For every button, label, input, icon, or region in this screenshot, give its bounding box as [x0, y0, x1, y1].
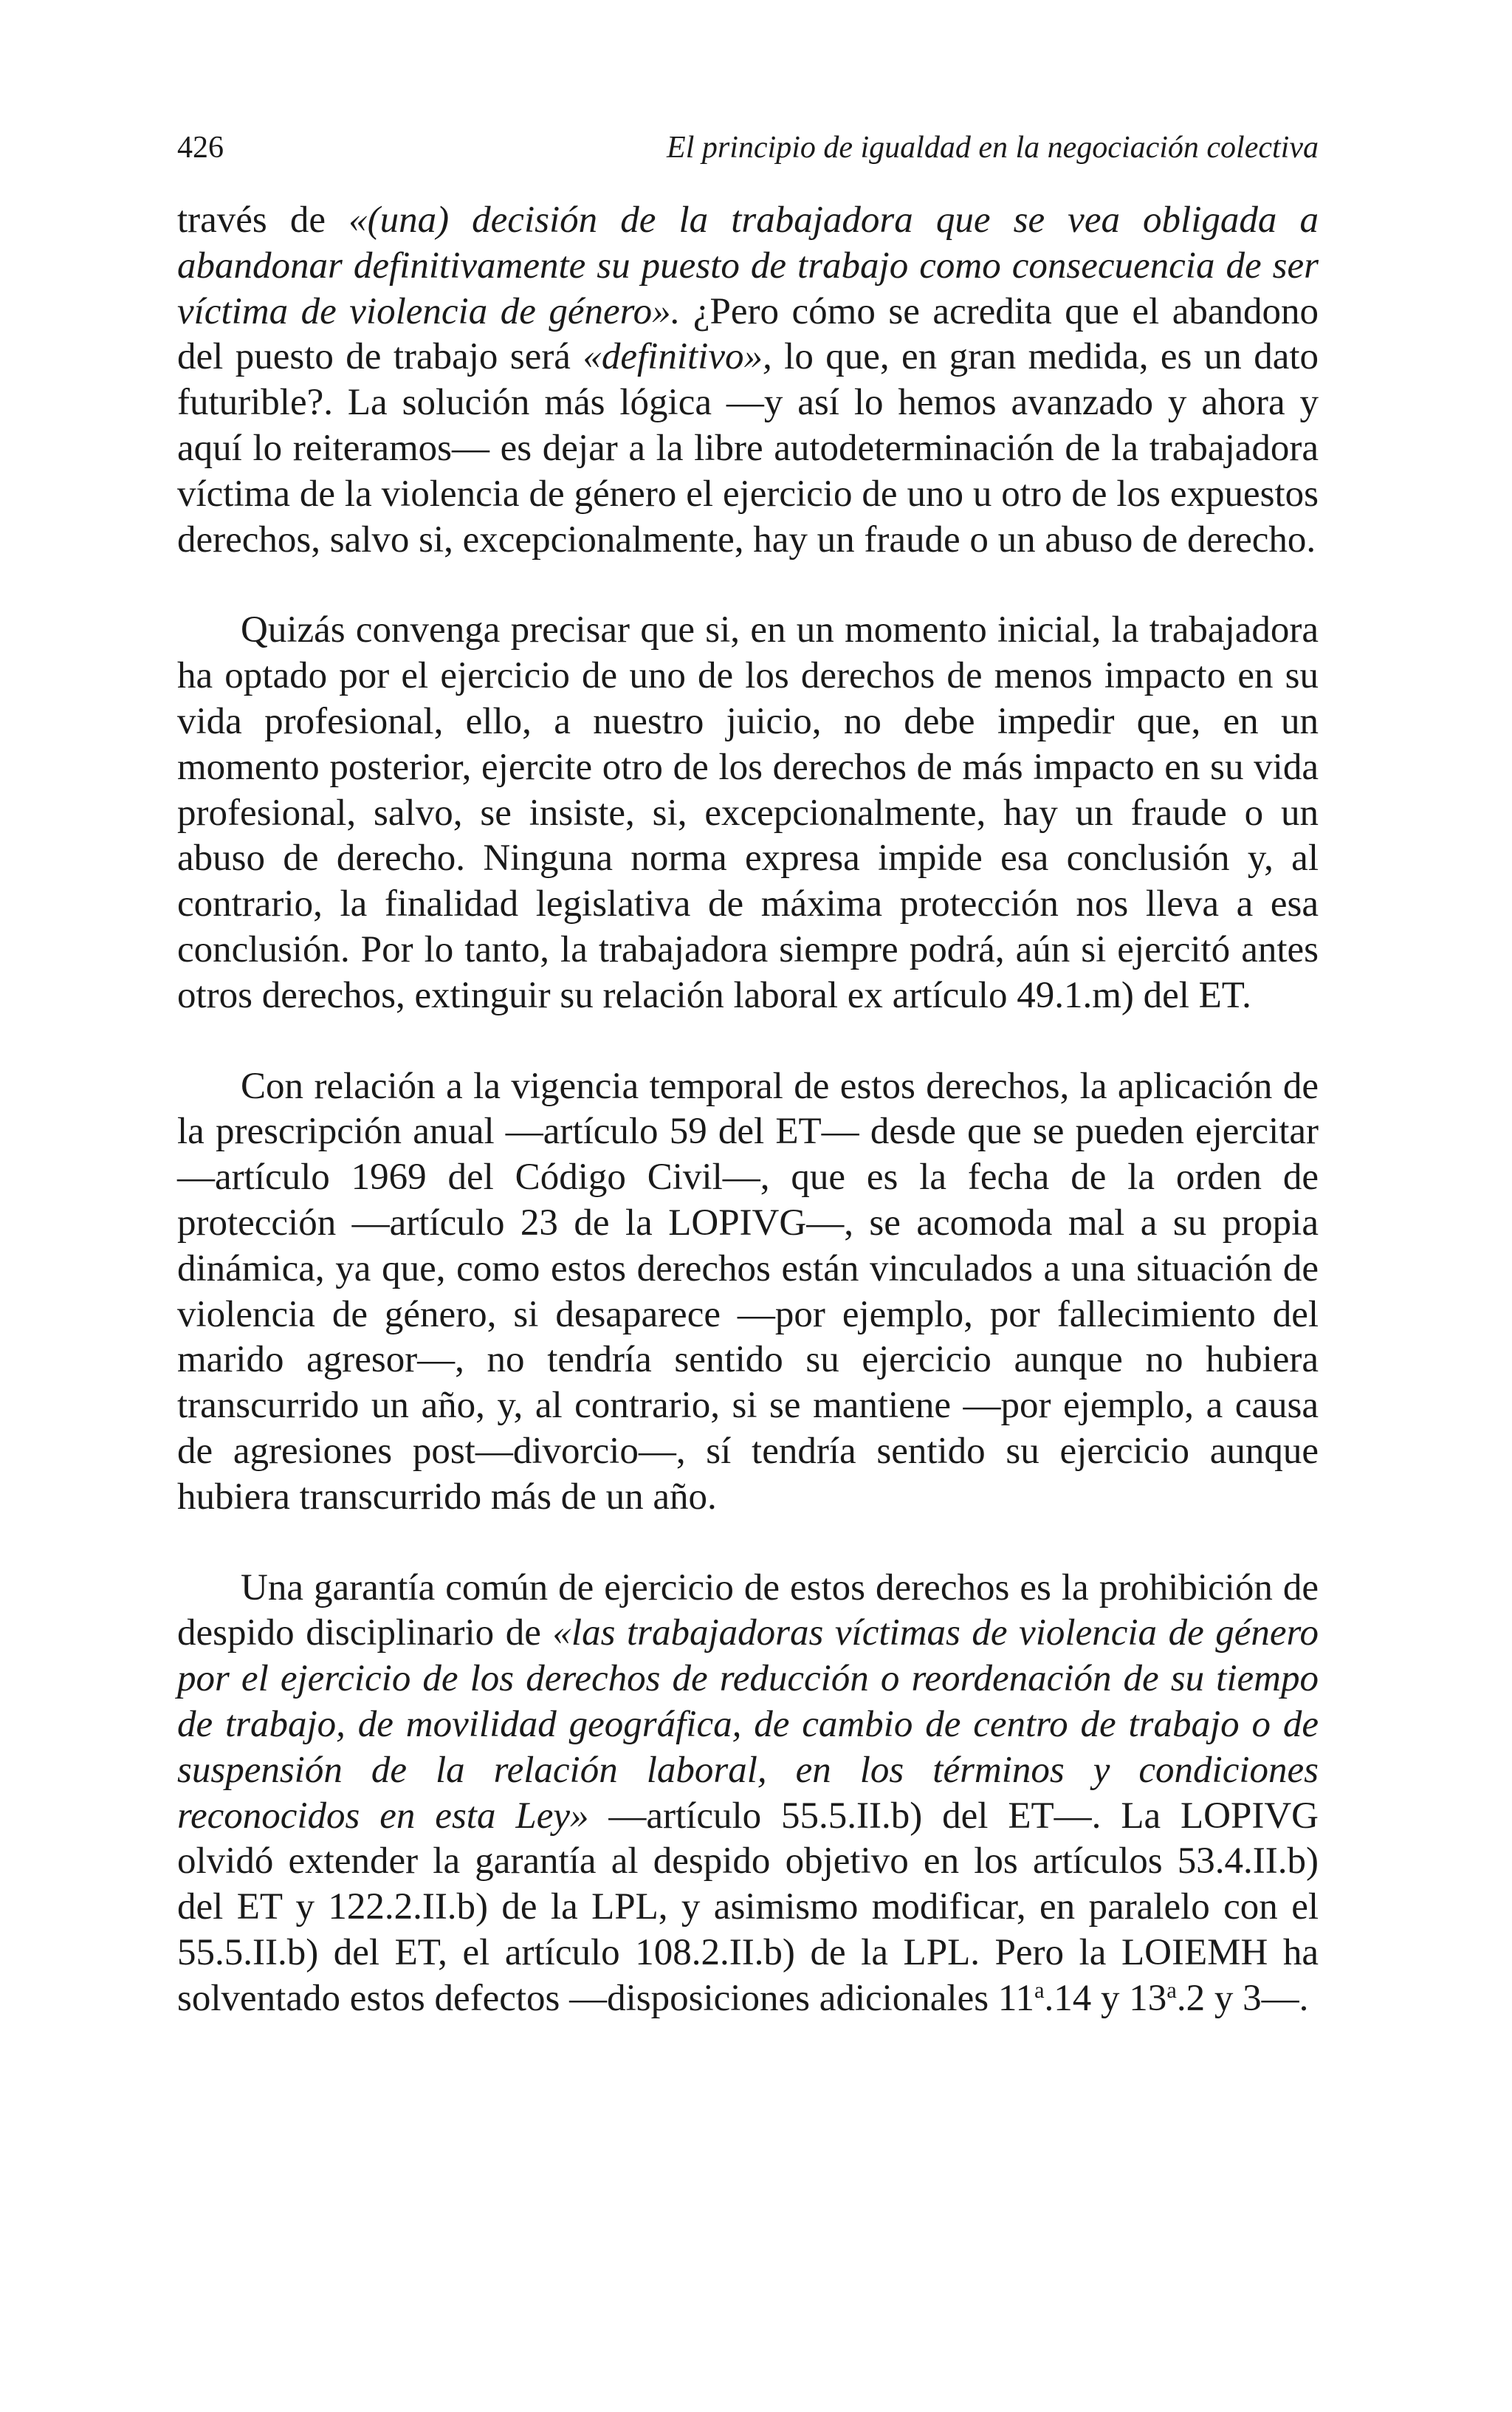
page-number: 426 [177, 131, 224, 165]
running-title: El principio de igualdad en la negociación colectiva [667, 131, 1319, 165]
text-run: .2 y 3—. [1176, 1977, 1309, 2019]
superscript-text: a [1034, 1977, 1045, 2003]
text-run: través de [177, 199, 349, 241]
text-run: Con relación a la vigencia temporal de estos derechos, la aplicación de la prescripción anual —artículo 59 del ET— desde que se pueden ejercitar —artículo 1969 del Código Civil—, que es la fecha de la orden de protección —artículo 23 de la LOPIVG—, se acomoda mal a su propia dinámica, ya que, como estos derechos están vinculados a una situación de violencia de género, si desaparece —por ejemplo, por fallecimiento del marido agresor—, no tendría sentido su ejercicio aunque no hubiera transcurrido un año, y, al contrario, si se mantiene —por ejemplo, a causa de agresiones post—divorcio—, sí tendría sentido su ejercicio aunque hubiera transcurrido más de un año. [177, 1065, 1319, 1518]
paragraph-2 [177, 608, 1319, 1018]
text-run: Quizás convenga precisar que si, en un momento inicial, la trabajadora ha optado por el ejercicio de uno de los derechos de menos impacto en su vida profesional, ello, a nuestro juicio, no debe impedir que, en un momento posterior, ejercite otro de los derechos de más impacto en su vida profesional, salvo, se insiste, si, excepcionalmente, hay un fraude o un abuso de derecho. Ninguna norma expresa impide esa conclusión y, al contrario, la finalidad legislativa de máxima protección nos lleva a esa conclusión. Por lo tanto, la trabajadora siempre podrá, aún si ejercitó antes otros derechos, extinguir su relación laboral ex artículo 49.1.m) del ET. [177, 609, 1319, 1016]
paragraph-3 [177, 1064, 1319, 1521]
text-run: lo que, en gran medida, es un dato futurible?. La solución más lógica —y así lo hemos avanzado y ahora y aquí lo reiteramos— es dejar a la libre autodeterminación de la trabajadora víctima de la violencia de género el ejercicio de uno u otro de los expuestos derechos, salvo si, excepcionalmente, hay un fraude o un abuso de derecho. [177, 336, 1319, 561]
superscript-text: a [1166, 1977, 1177, 2003]
italic-text-run: «las trabajadoras víctimas de violencia de género por el ejercicio de los derechos de reducción o reordenación de su tiempo de trabajo, de movilidad geográfica, de cambio de centro de trabajo o de suspensión de la relación laboral, en los términos y condiciones reconocidos en esta Ley» [177, 1612, 1319, 1837]
running-header [177, 126, 1319, 170]
text-run: ¿Pero cómo se acredita que el abandono del puesto de trabajo será [177, 290, 1319, 378]
document-page [177, 126, 1319, 2066]
text-run: —artículo 55.5.II.b) del ET—. La LOPIVG olvidó extender la garantía al despido objetivo en los artículos 53.4.II.b) del ET y 122.2.II.b) de la LPL, y asimismo modificar, en paralelo con el 55.5.II.b) del ET, el artículo 108.2.II.b) de la LPL. Pero la LOIEMH ha solventado estos defectos —disposiciones adicionales 11 [177, 1795, 1319, 2019]
text-run: .14 y 13 [1044, 1977, 1167, 2019]
italic-text-run: «definitivo», [583, 336, 772, 378]
paragraph-1 [177, 198, 1319, 563]
text-run: Una garantía común de ejercicio de estos derechos es la prohibición de despido disciplinario de [177, 1566, 1319, 1654]
paragraph-4 [177, 1566, 1319, 2022]
italic-text-run: «(una) decisión de la trabajadora que se vea obligada a abandonar definitivamente su puesto de trabajo como consecuencia de ser víctima de violencia de género». [177, 199, 1319, 332]
